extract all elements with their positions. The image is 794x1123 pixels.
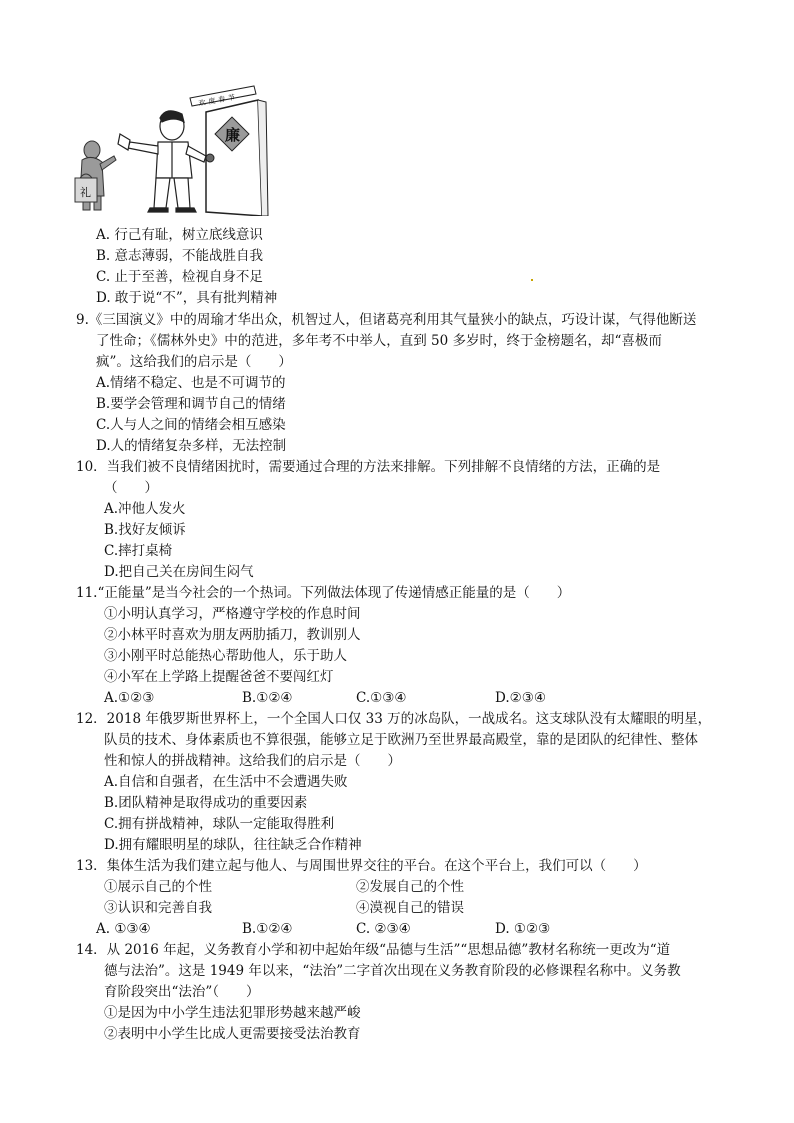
q11-item-3: ③小刚平时总能热心帮助他人，乐于助人 [104,648,347,664]
q8-option-c: C. 止于至善，检视自身不足 [96,269,263,285]
q13-option-d: D. ①②③ [495,921,551,937]
q8-option-d: D. 敢于说“不”，具有批判精神 [96,290,278,306]
q8-option-a: A. 行己有耻，树立底线意识 [96,227,263,243]
q14-stem-line-3: 育阶段突出“法治”（ ） [104,984,260,1000]
banner-text: 欢度春节 [197,92,239,108]
q13-option-c: C. ②③④ [356,921,411,937]
q10-option-c: C.摔打桌椅 [104,543,173,559]
q10-option-d: D.把自己关在房间生闷气 [104,564,254,580]
q13-option-b: B.①②④ [242,921,293,937]
q12-stem-line-2: 队员的技术、身体素质也不算很强，能够立足于欧洲乃至世界最高殿堂，靠的是团队的纪律性、整体 [104,732,698,748]
q14-item-1: ①是因为中小学生违法犯罪形势越来越严峻 [104,1005,361,1021]
q10-stem-line-1: 10．当我们被不良情绪困扰时，需要通过合理的方法来排解。下列排解不良情绪的方法，正确的是 [76,459,661,475]
q13-item-1: ①展示自己的个性 [104,879,212,895]
q9-option-d: D.人的情绪复杂多样，无法控制 [96,438,287,454]
q9-option-a: A.情绪不稳定、也是不可调节的 [96,375,286,391]
q13-option-a: A. ①③④ [96,921,151,937]
q14-stem-line-1: 14．从 2016 年起，义务教育小学和初中起始年级“品德与生活”“思想品德”教材名称统一更改为“道 [76,942,671,958]
q12-stem-line-1: 12．2018 年俄罗斯世界杯上，一个全国人口仅 33 万的冰岛队，一战成名。这支球队没有太耀眼的明星， [76,711,712,727]
q11-option-b: B.①②④ [242,690,293,706]
q8-option-b: B. 意志薄弱，不能战胜自我 [96,248,264,264]
q12-option-a: A.自信和自强者，在生活中不会遭遇失败 [104,774,348,790]
gift-bag [75,174,97,202]
door [206,100,268,216]
q13-stem-line-1: 13．集体生活为我们建立起与他人、与周围世界交往的平台。在这个平台上，我们可以（ ） [76,858,647,874]
q14-item-2: ②表明中小学生比成人更需要接受法治教育 [104,1026,361,1042]
q12-option-b: B.团队精神是取得成功的重要因素 [104,795,308,811]
refusing-man-figure [118,111,206,212]
q11-item-2: ②小林平时喜欢为朋友两肋插刀，教训别人 [104,627,361,643]
q9-stem-line-3: 疯”。这给我们的启示是（ ） [96,354,292,370]
q14-stem-line-2: 德与法治”。这是 1949 年以来，“法治”二字首次出现在义务教育阶段的必修课程名称中。义务教 [104,963,681,979]
q10-option-b: B.找好友倾诉 [104,522,186,538]
q12-stem-line-3: 性和惊人的拼战精神。这给我们的启示是（ ） [104,753,401,769]
q10-stem-line-2: （ ） [104,480,158,496]
q11-item-4: ④小军在上学路上提醒爸爸不要闯红灯 [104,669,334,685]
q13-item-2: ②发展自己的个性 [356,879,464,895]
q9-stem-line-1: 9.《三国演义》中的周瑜才华出众，机智过人，但诸葛亮利用其气量狭小的缺点，巧设计谋，气得他断送 [76,312,697,328]
q11-stem-line-1: 11.“正能量”是当今社会的一个热词。下列做法体现了传递情感正能量的是（ ） [76,585,571,601]
q13-item-3: ③认识和完善自我 [104,900,212,916]
q11-item-1: ①小明认真学习，严格遵守学校的作息时间 [104,606,361,622]
door-plaque: 廉 [225,126,241,144]
q11-option-a: A.①②③ [104,690,155,706]
q9-option-b: B.要学会管理和调节自己的情绪 [96,396,286,412]
q9-stem-line-2: 了性命；《儒林外史》中的范进，多年考不中举人，直到 50 多岁时，终于金榜题名，却“喜极而 [96,333,662,349]
gift-label: 礼 [80,186,91,199]
q13-item-4: ④漠视自己的错误 [356,900,464,916]
q12-option-c: C.拥有拼战精神，球队一定能取得胜利 [104,816,335,832]
q10-option-a: A.冲他人发火 [104,501,186,517]
q11-option-d: D.②③④ [495,690,546,706]
q11-option-c: C.①③④ [356,690,407,706]
q12-option-d: D.拥有耀眼明星的球队，往往缺乏合作精神 [104,837,362,853]
cartoon-illustration [70,84,270,216]
speck-mark [531,279,533,281]
q9-option-c: C.人与人之间的情绪会相互感染 [96,417,286,433]
